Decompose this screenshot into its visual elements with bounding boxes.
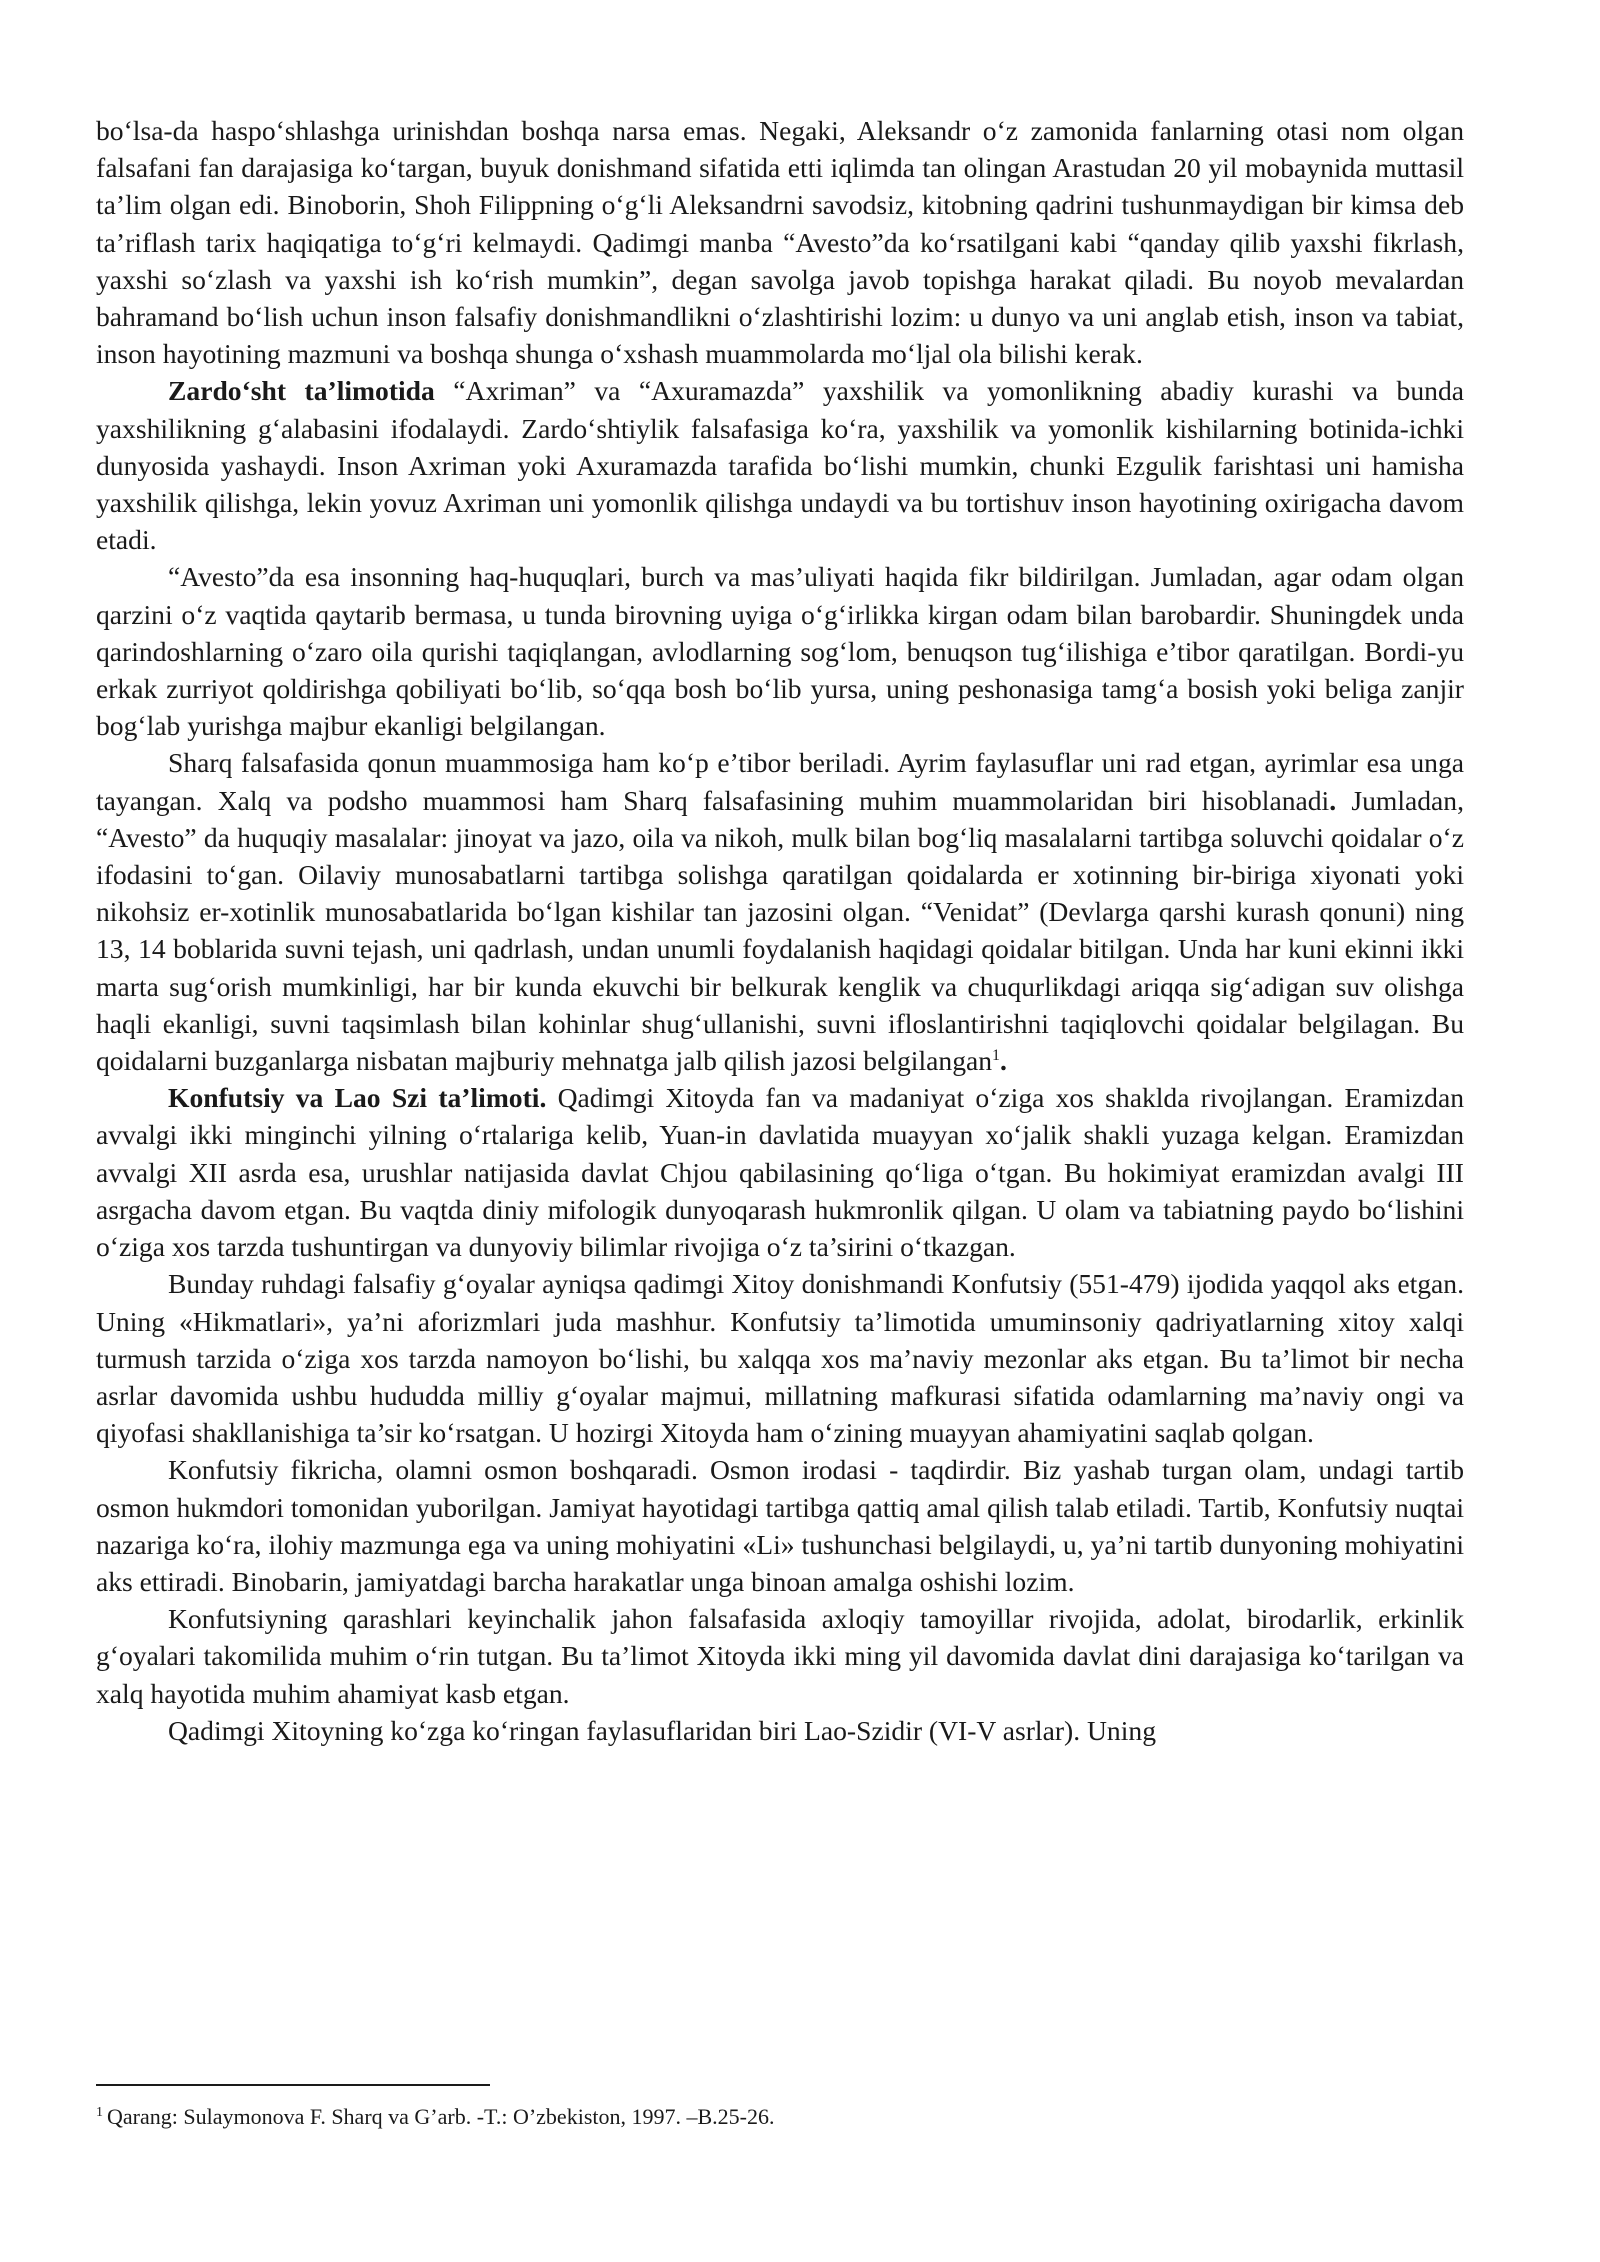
footnote-text: Qarang: Sulaymonova F. Sharq va G’arb. -T.: O’zbekiston, 1997. –B.25-26. — [107, 2104, 775, 2129]
paragraph-avesto: “Avesto”da esa insonning haq-huquqlari, burch va mas’uliyati haqida fikr bildirilgan. Jumladan, agar odam olgan qarzini o‘z vaqtida qaytarib bermasa, u tunda birovning uyiga o‘g‘irlikka kirgan odam bilan barobardir. Shuningdek unda qarindoshlarning o‘zaro oila qurishi taqiqlangan, avlodlarning sog‘lom, benuqson tug‘ilishiga e’tibor qaratilgan. Bordi-yu erkak zurriyot qoldirishga qobiliyati bo‘lib, so‘qqa bosh bo‘lib yursa, uning peshonasiga tamg‘a bosish yoki beliga zanjir bog‘lab yurishga majbur ekanligi belgilangan. — [96, 561, 1464, 742]
section-heading-konfutsiy: Konfutsiy va Lao Szi ta’limoti. — [168, 1082, 547, 1114]
paragraph-sharq — [96, 744, 1464, 1079]
footnote-mark: 1 — [96, 2104, 103, 2120]
section-heading-zardosht: Zardo‘sht ta’limotida — [168, 375, 435, 407]
paragraph-konfutsiy-hikmat: Bunday ruhdagi falsafiy g‘oyalar ayniqsa qadimgi Xitoy donishmandi Konfutsiy (551-479) ijodida yaqqol aks etgan. Uning «Hikmatlari», ya’ni aforizmlari juda mashhur. Konfutsiy ta’limotida umuminsoniy qadriyatlarning xitoy xalqi turmush tarzida o‘ziga xos tarzda namoyon bo‘lishi, bu xalqqa xos ma’naviy mezonlar aks etgan. Bu ta’limot bir necha asrlar davomida ushbu hududda milliy g‘oyalar majmui, millatning mafkurasi sifatida odamlarning ma’naviy ongi va qiyofasi shakllanishiga ta’sir ko‘rsatgan. U hozirgi Xitoyda ham o‘zining muayyan ahamiyatini saqlab qolgan. — [96, 1268, 1464, 1449]
paragraph-lao-szi: Qadimgi Xitoyning ko‘zga ko‘ringan faylasuflaridan biri Lao-Szidir (VI-V asrlar). Uning — [168, 1714, 1156, 1746]
paragraph-text: Sharq falsafasida qonun muammosiga ham ko‘p e’tibor beriladi. Ayrim faylasuflar uni rad etgan, ayrimlar esa unga tayangan. Xalq va podsho muammosi ham Sharq falsafasining muhim muammolaridan biri hisoblanadi — [96, 747, 1464, 816]
bold-period: . — [1000, 1045, 1007, 1077]
paragraph-1: bo‘lsa-da haspo‘shlashga urinishdan boshqa narsa emas. Negaki, Aleksandr o‘z zamonida fanlarning otasi nom olgan falsafani fan darajasiga ko‘targan, buyuk donishmand sifatida etti iqlimda tan olingan Arastudan 20 yil mobaynida muttasil ta’lim olgan edi. Binoborin, Shoh Filippning o‘g‘li Aleksandrni savodsiz, kitobning qadrini tushunmaydigan bir kimsa deb ta’riflash tarix haqiqatiga to‘g‘ri kelmaydi. Qadimgi manba “Avesto”da ko‘rsatilgani kabi “qanday qilib yaxshi fikrlash, yaxshi so‘zlash va yaxshi ish ko‘rish mumkin”, degan savolga javob topishga harakat qiladi. Bu noyob mevalardan bahramand bo‘lish uchun inson falsafiy donishmandlikni o‘zlashtirishi lozim: u dunyo va uni anglab etish, inson va tabiat, inson hayotining mazmuni va boshqa shunga o‘xshash muammolarda mo‘ljal ola bilishi kerak. — [96, 115, 1464, 370]
paragraph-text: Jumladan, “Avesto” da huquqiy masalalar: jinoyat va jazo, oila va nikoh, mulk bilan bog‘liq masalalarni tartibga soluvchi qoidalar o‘z ifodasini to‘gan. Oilaviy munosabatlarni tartibga solishga qaratilgan qoidalarda er xotinning bir-biriga xiyonati yoki nikohsiz er-xotinlik munosabatlarida bo‘lgan kishilar tan jazosini olgan. “Venidat” (Devlarga qarshi kurash qonuni) ning 13, 14 boblarida suvni tejash, uni qadrlash, undan unumli foydalanish haqidagi qoidalar bitilgan. Unda har kuni ekinni ikki marta sug‘orish mumkinligi, har bir kunda ekuvchi bir belkurak kenglik va chuqurlikdagi ariqqa sig‘adigan suv olishga haqli ekanligi, suvni taqsimlash bilan kohinlar shug‘ullanishi, suvni ifloslantirishni taqiqlovchi qoidalar belgilagan. Bu qoidalarni buzganlarga nisbatan majburiy mehnatga jalb qilish jazosi belgilangan — [96, 784, 1464, 1077]
paragraph-konfutsiy-qarash: Konfutsiyning qarashlari keyinchalik jahon falsafasida axloqiy tamoyillar rivojida, adolat, birodarlik, erkinlik g‘oyalari takomilida muhim o‘rin tutgan. Bu ta’limot Xitoyda ikki ming yil davomida davlat dini darajasiga ko‘tarilgan va xalq hayotida muhim ahamiyat kasb etgan. — [96, 1603, 1464, 1709]
paragraph-text: Qadimgi Xitoyda fan va madaniyat o‘ziga xos shaklda rivojlangan. Eramizdan avvalgi ikki minginchi yilning o‘rtalariga kelib, Yuan-in davlatida muayyan xo‘jalik shakli yuzaga kelgan. Eramizdan avvalgi XII asrda esa, urushlar natijasida davlat Chjou qabilasining qo‘liga o‘tgan. Bu hokimiyat eramizdan avalgi III asrgacha davom etgan. Bu vaqtda diniy mifologik dunyoqarash hukmronlik qilgan. U olam va tabiatning paydo bo‘lishini o‘ziga xos tarzda tushuntirgan va dunyoviy bilimlar rivojiga o‘z ta’sirini o‘tkazgan. — [96, 1082, 1464, 1263]
document-body — [96, 112, 1464, 1749]
paragraph-konfutsiy-fikr: Konfutsiy fikricha, olamni osmon boshqaradi. Osmon irodasi - taqdirdir. Biz yashab turgan olam, undagi tartib osmon hukmdori tomonidan yuborilgan. Jamiyat hayotidagi tartibga qattiq amal qilish talab etiladi. Tartib, Konfutsiy nuqtai nazariga ko‘ra, ilohiy mazmunga ega va uning mohiyatini «Li» tushunchasi belgilaydi, u, ya’ni tartib dunyoning mohiyatini aks ettiradi. Binobarin, jamiyatdagi barcha harakatlar unga binoan amalga oshishi lozim. — [96, 1454, 1464, 1597]
footnote-reference: 1 — [992, 1046, 1001, 1064]
bold-period: . — [1329, 784, 1337, 816]
footnote-separator — [96, 2084, 490, 2086]
paragraph-text: “Axriman” va “Axuramazda” yaxshilik va yomonlikning abadiy kurashi va bunda yaxshilikning g‘alabasini ifodalaydi. Zardo‘shtiylik falsafasiga ko‘ra, yaxshilik va yomonlik kishilarning botinida-ichki dunyosida yashaydi. Inson Axriman yoki Axuramazda tarafida bo‘lishi mumkin, chunki Ezgulik farishtasi uni hamisha yaxshilik qilishga, lekin yovuz Axriman uni yomonlik qilishga undaydi va bu tortishuv inson hayotining oxirigacha davom etadi. — [96, 375, 1464, 556]
footnote — [96, 2102, 1464, 2132]
paragraph-konfutsiy-lao — [96, 1079, 1464, 1265]
paragraph-zardosht — [96, 372, 1464, 558]
